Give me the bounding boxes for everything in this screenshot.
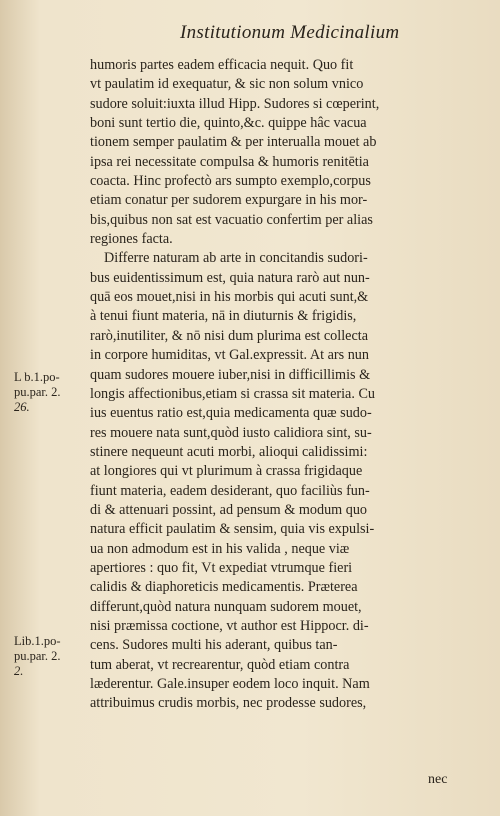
text-line: quā eos mouet,nisi in his morbis qui acuti sunt,& <box>90 289 369 306</box>
margin-note-1 <box>14 370 86 415</box>
text-line: bis,quibus non sat est vacuatio confertim per alias <box>90 211 373 228</box>
text-line: rarò,inutiliter, & nō nisi dum plurima est collecta <box>90 327 368 344</box>
text-line: à tenui fiunt materia, nā in diuturnis & frigidis, <box>90 308 357 325</box>
body-text <box>90 56 478 714</box>
text-line: coacta. Hinc profectò ars sumpto exemplo,corpus <box>90 173 371 190</box>
text-line: etiam conatur per sudorem expurgare in his mor- <box>90 192 368 209</box>
margin-note-line: pu.par. 2. <box>14 385 61 399</box>
margin-note-line: pu.par. 2. <box>14 649 61 663</box>
text-line: nisi præmissa coctione, vt author est Hippocr. di- <box>90 617 369 634</box>
text-line: cens. Sudores multi his aderant, quibus tan- <box>90 637 338 654</box>
text-line: regiones facta. <box>90 231 173 248</box>
text-line: ua non admodum est in his valida , neque viæ <box>90 540 350 557</box>
margin-note-line: L b.1.po- <box>14 370 60 384</box>
text-line: at longiores qui vt plurimum à crassa frigidaque <box>90 463 363 480</box>
text-line: boni sunt tertio die, quinto,&c. quippe hâc vacua <box>90 115 367 132</box>
margin-note-line: 26. <box>14 400 30 414</box>
text-line: res mouere nata sunt,quòd iusto calidiora sint, su- <box>90 424 372 441</box>
margin-note-line: 2. <box>14 664 24 678</box>
text-line: vt paulatim id exequatur, & sic non solum vnico <box>90 76 364 93</box>
text-line: apertiores : quo fit, Vt expediat vtrumque fieri <box>90 559 353 576</box>
text-line: læderentur. Gale.insuper eodem loco inquit. Nam <box>90 676 370 692</box>
margin-note-line: Lib.1.po- <box>14 634 61 648</box>
text-line: humoris partes eadem efficacia nequit. Quo fit <box>90 57 354 73</box>
text-line: differunt,quòd natura nunquam sudorem mouet, <box>90 598 362 615</box>
text-line: tum aberat, vt recrearentur, quòd etiam contra <box>90 656 350 673</box>
text-line: di & attenuari possint, ad pensum & modum quo <box>90 501 368 518</box>
text-line: quam sudores mouere iuber,nisi in difficillimis & <box>90 366 371 383</box>
paragraph-start-line: Differre naturam ab arte in concitandis sudori- <box>104 250 368 267</box>
text-line: fiunt materia, eadem desiderant, quo faciliùs fun- <box>90 482 370 499</box>
text-line: sudore soluit:iuxta illud Hipp. Sudores si cœperint, <box>90 95 380 112</box>
running-head: Institutionum Medicinalium <box>180 22 400 43</box>
text-line: ipsa rei necessitate compulsa & humoris renitētia <box>90 153 369 170</box>
catchword: nec <box>428 772 448 787</box>
text-line: natura efficit paulatim & sensim, quia vis expulsi- <box>90 521 375 538</box>
text-line: bus euidentissimum est, quia natura rarò aut nun- <box>90 269 370 286</box>
text-line: attribuimus crudis morbis, nec prodesse sudores, <box>90 695 367 712</box>
text-line: longis affectionibus,etiam si crassa sit materia. Cu <box>90 385 375 402</box>
text-line: ius euentus ratio est,quia medicamenta quæ sudo- <box>90 405 372 422</box>
text-line: stinere nequeunt acuti morbi, alioqui calidissimi: <box>90 443 368 460</box>
text-line: calidis & diaphoreticis medicamentis. Præterea <box>90 579 358 596</box>
margin-note-2 <box>14 634 86 679</box>
text-line: tionem semper paulatim & per interualla mouet ab <box>90 134 377 151</box>
text-line: in corpore humiditas, vt Gal.expressit. At ars nun <box>90 347 369 364</box>
